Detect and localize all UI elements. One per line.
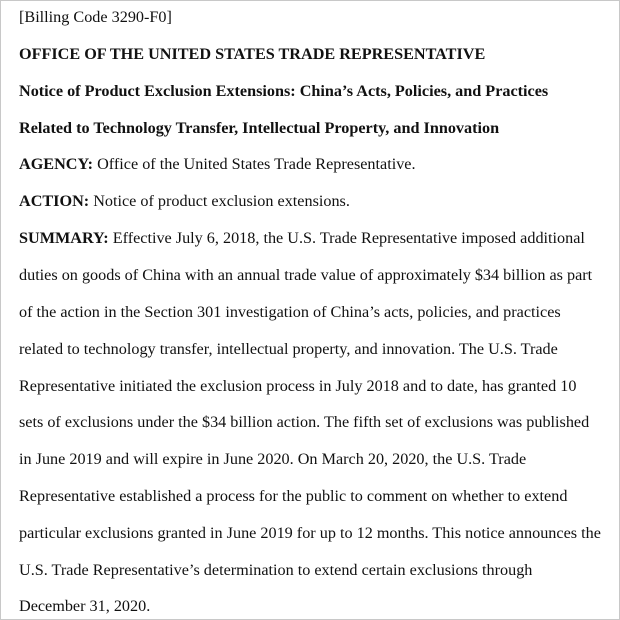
billing-code: [Billing Code 3290-F0] [19, 8, 172, 26]
summary-line: duties on goods of China with an annual trade value of approximately $34 billion as part [19, 266, 593, 284]
notice-title-line-1: Notice of Product Exclusion Extensions: China’s Acts, Policies, and Practices [19, 82, 549, 100]
action-line [19, 191, 350, 211]
summary-line: U.S. Trade Representative’s determination to extend certain exclusions through [19, 561, 533, 579]
summary-first-line: Effective July 6, 2018, the U.S. Trade Representative imposed additional [108, 229, 585, 247]
summary-line: Representative initiated the exclusion process in July 2018 and to date, has granted 10 [19, 377, 577, 395]
summary-label: SUMMARY: [19, 229, 109, 247]
summary-line: particular exclusions granted in June 2019 for up to 12 months. This notice announces the [19, 524, 601, 542]
office-heading: OFFICE OF THE UNITED STATES TRADE REPRESENTATIVE [19, 45, 486, 63]
agency-label: AGENCY: [19, 155, 94, 173]
action-text: Notice of product exclusion extensions. [89, 192, 350, 210]
summary-line-1 [19, 228, 585, 248]
summary-line: December 31, 2020. [19, 597, 151, 615]
action-label: ACTION: [19, 192, 90, 210]
agency-line [19, 154, 416, 174]
summary-line: sets of exclusions under the $34 billion action. The fifth set of exclusions was published [19, 413, 590, 431]
summary-line: of the action in the Section 301 investigation of China’s acts, policies, and practices [19, 303, 561, 321]
agency-text: Office of the United States Trade Representative. [93, 155, 416, 173]
summary-line: in June 2019 and will expire in June 2020. On March 20, 2020, the U.S. Trade [19, 450, 527, 468]
summary-line: Representative established a process for the public to comment on whether to extend [19, 487, 568, 505]
summary-line: related to technology transfer, intellectual property, and innovation. The U.S. Trade [19, 340, 558, 358]
notice-title-line-2: Related to Technology Transfer, Intellectual Property, and Innovation [19, 119, 500, 137]
